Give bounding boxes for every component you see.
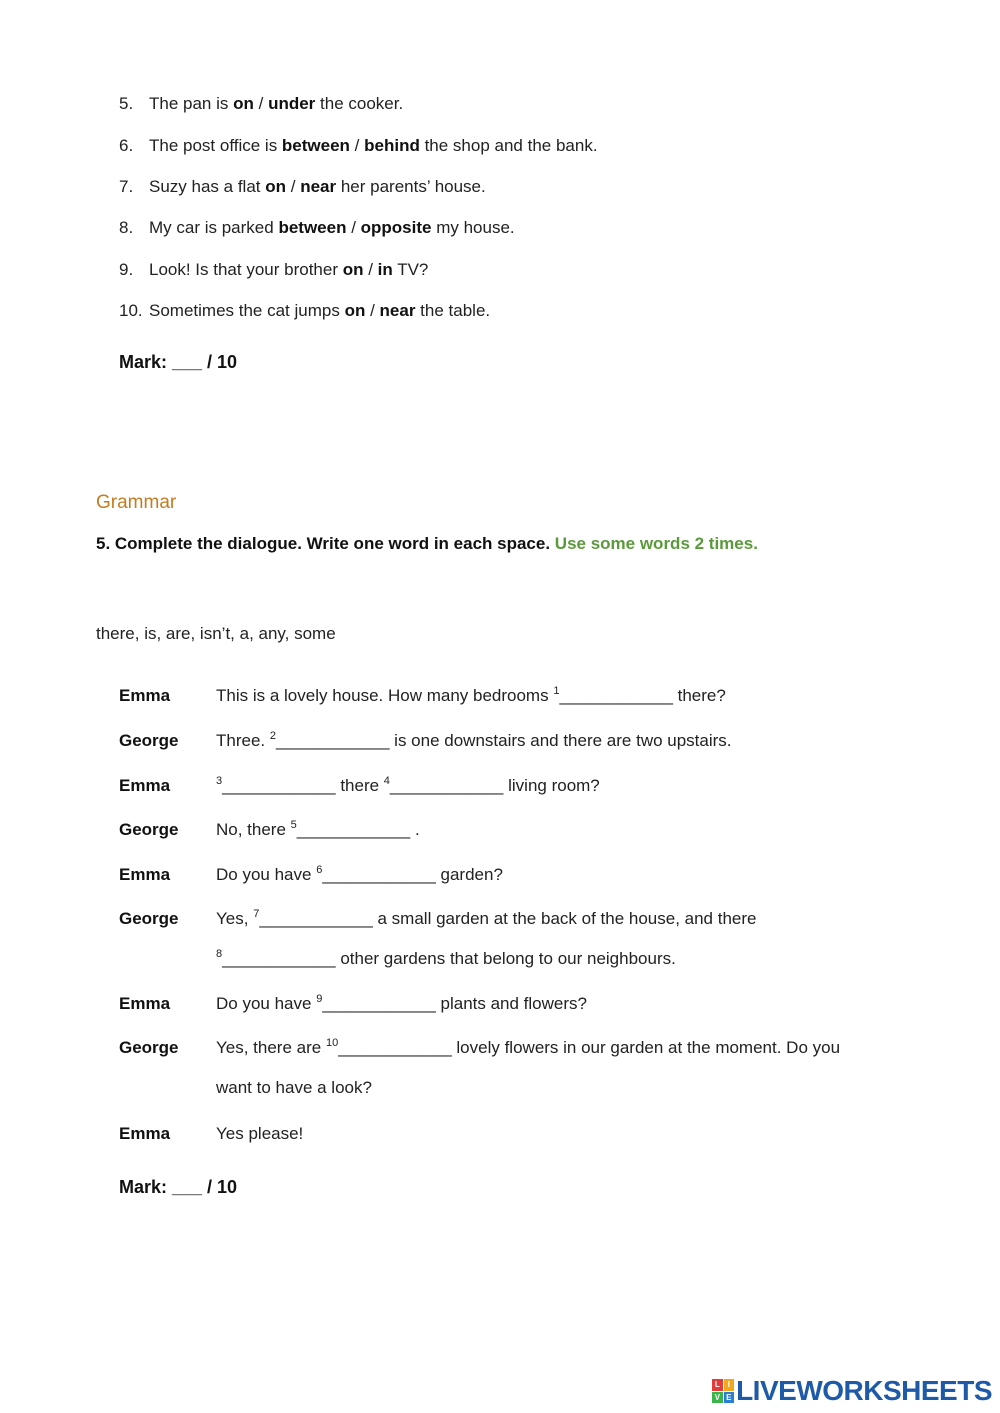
dialogue-line-6: Yes, $^7$____________ a small garden at the back of the house, and there xyxy=(216,908,757,928)
option-2[interactable]: near xyxy=(300,177,337,196)
option-2[interactable]: in xyxy=(377,260,393,279)
answer-blank-2[interactable]: ____________ xyxy=(275,731,390,750)
question-text: The pan is xyxy=(149,94,234,113)
question-row-5 xyxy=(119,92,403,116)
blank-number: 9 xyxy=(316,993,323,1005)
question-text-end: the table. xyxy=(415,301,491,320)
dialogue-line-7: Do you have $^9$____________ plants and flowers? xyxy=(216,993,587,1013)
instruction-main: 5. Complete the dialogue. Write one word in each space. xyxy=(96,534,551,553)
speaker-name: Emma xyxy=(119,686,171,705)
logo-icon-letter: E xyxy=(724,1392,735,1404)
blank-number: 1 xyxy=(553,685,560,697)
blank-number: 10 xyxy=(325,1037,339,1049)
question-text: Look! Is that your brother xyxy=(149,260,343,279)
option-1[interactable]: on xyxy=(265,177,287,196)
option-1[interactable]: on xyxy=(344,301,366,320)
question-number: 10. xyxy=(119,301,143,320)
question-text-end: the cooker. xyxy=(315,94,404,113)
speaker-name: George xyxy=(119,731,179,750)
blank-number: 4 xyxy=(383,775,390,787)
speaker-name: George xyxy=(119,820,179,839)
option-2[interactable]: under xyxy=(268,94,316,113)
option-separator: / xyxy=(253,94,269,113)
question-row-7 xyxy=(119,175,486,199)
blank-number: 5 xyxy=(290,819,297,831)
answer-blank-10[interactable]: ____________ xyxy=(338,1038,452,1057)
question-text: My car is parked xyxy=(149,218,279,237)
question-text: The post office is xyxy=(149,136,282,155)
logo-text: LIVEWORKSHEETS xyxy=(736,1375,992,1406)
option-2[interactable]: behind xyxy=(364,136,420,155)
answer-blank-8[interactable]: ____________ xyxy=(222,949,336,968)
question-row-10 xyxy=(119,299,490,323)
option-2[interactable]: near xyxy=(379,301,416,320)
dialogue-line-6-cont: $^8$____________ other gardens that belong to our neighbours. xyxy=(216,948,676,968)
logo-icon-letter: V xyxy=(712,1392,723,1404)
blank-number: 8 xyxy=(216,948,223,960)
question-text-end: the shop and the bank. xyxy=(419,136,598,155)
option-separator: / xyxy=(363,260,378,279)
speaker-name: George xyxy=(119,1038,179,1057)
speaker-name: Emma xyxy=(119,865,171,884)
question-number: 9. xyxy=(119,260,134,279)
question-text-end: TV? xyxy=(392,260,429,279)
answer-blank-9[interactable]: ____________ xyxy=(322,994,436,1013)
question-number: 5. xyxy=(119,94,134,113)
question-row-9 xyxy=(119,258,428,282)
dialogue-line-8-cont: want to have a look? xyxy=(216,1078,372,1097)
answer-blank-6[interactable]: ____________ xyxy=(322,865,436,884)
instruction-highlight: Use some words 2 times. xyxy=(554,534,758,553)
dialogue-line-3: $^3$____________ there $^4$____________ living room? xyxy=(216,775,600,795)
question-number: 6. xyxy=(119,136,134,155)
word-bank: there, is, are, isn’t, a, any, some xyxy=(96,624,336,643)
dialogue-line-1: This is a lovely house. How many bedrooms $^1$____________ there? xyxy=(216,685,726,705)
question-row-6 xyxy=(119,134,598,158)
option-separator: / xyxy=(346,218,361,237)
answer-blank-3[interactable]: ____________ xyxy=(222,776,336,795)
option-1[interactable]: between xyxy=(278,218,347,237)
answer-blank-4[interactable]: ____________ xyxy=(389,776,504,795)
option-separator: / xyxy=(286,177,301,196)
dialogue-line-2: Three. $^2$____________ is one downstairs and there are two upstairs. xyxy=(216,730,732,750)
dialogue-line-4: No, there $^5$____________ . xyxy=(216,819,420,839)
blank-number: 3 xyxy=(216,775,223,787)
option-separator: / xyxy=(349,136,365,155)
dialogue-line-9: Yes please! xyxy=(216,1124,304,1143)
dialogue-line-5: Do you have $^6$____________ garden? xyxy=(216,864,503,884)
question-number: 7. xyxy=(119,177,134,196)
option-1[interactable]: between xyxy=(281,136,350,155)
mark-score-2: Mark: ___ / 10 xyxy=(119,1177,238,1197)
speaker-name: Emma xyxy=(119,776,171,795)
section-title: Grammar xyxy=(96,492,177,513)
option-separator: / xyxy=(365,301,380,320)
question-text: Suzy has a flat xyxy=(149,177,266,196)
question-number: 8. xyxy=(119,218,134,237)
liveworksheets-logo xyxy=(712,1377,992,1405)
question-text-end: her parents’ house. xyxy=(336,177,486,196)
dialogue-line-8: Yes, there are $^{10}$____________ lovely flowers in our garden at the moment. Do you xyxy=(216,1037,841,1057)
blank-number: 7 xyxy=(253,908,260,920)
question-row-8 xyxy=(119,216,515,240)
speaker-name: Emma xyxy=(119,994,171,1013)
speaker-name: George xyxy=(119,909,179,928)
question-text-end: my house. xyxy=(431,218,515,237)
mark-score-1: Mark: ___ / 10 xyxy=(119,352,238,372)
logo-icon-letter: L xyxy=(712,1379,723,1391)
option-2[interactable]: opposite xyxy=(360,218,432,237)
answer-blank-5[interactable]: ____________ xyxy=(296,820,411,839)
blank-number: 2 xyxy=(269,730,276,742)
logo-icon xyxy=(712,1379,734,1403)
answer-blank-7[interactable]: ____________ xyxy=(259,909,373,928)
exercise-instruction xyxy=(96,534,758,554)
speaker-name: Emma xyxy=(119,1124,171,1143)
blank-number: 6 xyxy=(316,864,323,876)
logo-icon-letter: I xyxy=(724,1379,735,1391)
option-1[interactable]: on xyxy=(233,94,254,113)
option-1[interactable]: on xyxy=(342,260,364,279)
question-text: Sometimes the cat jumps xyxy=(149,301,345,320)
answer-blank-1[interactable]: ____________ xyxy=(559,686,673,705)
